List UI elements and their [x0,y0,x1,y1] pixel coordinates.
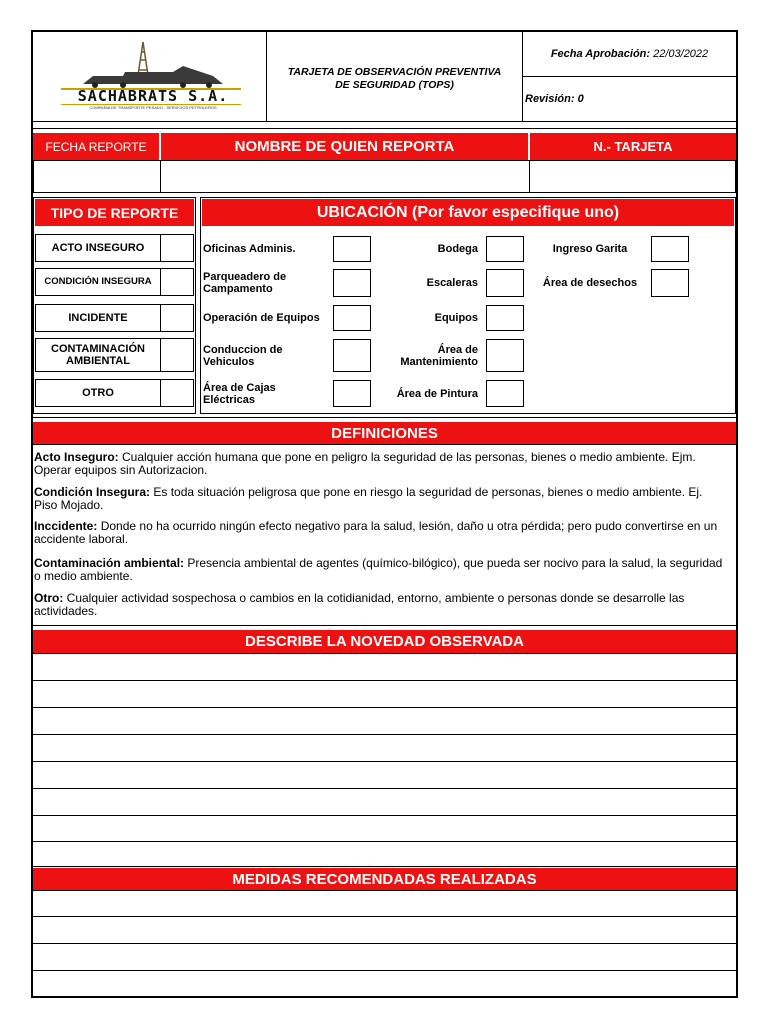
form-title-cell [267,32,523,122]
novedad-line [33,866,736,867]
definiciones-title: DEFINICIONES [33,422,736,444]
ubicacion-conduccion-checkbox[interactable] [333,339,371,372]
medidas-line [33,970,736,971]
ubicacion-parqueadero-label: Parqueadero de Campamento [203,271,287,295]
company-name: SACHABRATS S.A. [77,87,229,105]
approval-label: Fecha Aprobación: [550,48,651,60]
medidas-line [33,943,736,944]
logo-cell [33,32,267,122]
ubicacion-equipos-label: Equipos [434,312,478,324]
definicion-text: Cualquier acción humana que pone en peligro la seguridad de las personas, bienes o medio ambiente. Ejm. Operar equipos sin Autorizacion. [34,450,696,477]
ubicacion-equipos-checkbox[interactable] [486,305,524,331]
tipo-condicion-insegura-checkbox[interactable] [160,268,194,296]
novedad-line [33,707,736,708]
definicion-term: Inccidente: [34,519,98,533]
divider [33,444,736,445]
tipo-incidente-checkbox[interactable] [160,304,194,332]
ubicacion-desechos-label: Área de desechos [542,277,638,289]
ubicacion-garita-checkbox[interactable] [651,236,689,262]
novedad-line [33,788,736,789]
ubicacion-mantenimiento-label: Área de Mantenimiento [400,343,478,368]
form-title-line1: TARJETA DE OBSERVACIÓN PREVENTIVA [287,65,502,78]
definicion-contaminacion [34,557,724,583]
definicion-text: Donde no ha ocurrido ningún efecto negativo para la salud, lesión, daño u otra pérdida; pero pudo convertirse en un accidente laboral. [34,519,718,546]
divider [33,128,736,129]
definicion-text: Es toda situación peligrosa que pone en riesgo la seguridad de personas, bienes o medio ambiente. Ej. Piso Mojado. [34,485,703,512]
ubicacion-bodega-checkbox[interactable] [486,236,524,262]
tipo-contaminacion-label: CONTAMINACIÓN AMBIENTAL [35,338,161,372]
ubicacion-cajas-electricas-label: Área de Cajas Eléctricas [203,381,276,406]
definicion-condicion-insegura [34,486,724,512]
ubicacion-escaleras-label: Escaleras [426,277,478,289]
ubicacion-mantenimiento-checkbox[interactable] [486,339,524,372]
ubicacion-garita-label: Ingreso Garita [552,243,628,255]
tipo-acto-inseguro-checkbox[interactable] [160,234,194,262]
ubicacion-operacion-equipos-checkbox[interactable] [333,305,371,331]
ubicacion-parqueadero-checkbox[interactable] [333,269,371,297]
ubicacion-escaleras-checkbox[interactable] [486,269,524,297]
tipo-incidente-label: INCIDENTE [35,304,161,332]
ubicacion-cajas-electricas-checkbox[interactable] [333,380,371,407]
nombre-reporta-field[interactable] [160,160,530,193]
definicion-term: Acto Inseguro: [34,450,119,464]
fecha-reporte-field[interactable] [33,160,161,193]
medidas-title: MEDIDAS RECOMENDADAS REALIZADAS [33,868,736,890]
definicion-term: Condición Insegura: [34,485,151,499]
revision-text: Revisión: 0 [525,93,584,105]
ubicacion-desechos-checkbox[interactable] [651,269,689,297]
definicion-text: Cualquier actividad sospechosa o cambios en la cotidianidad, entorno, ambiente o personas donde se desarrolle las actividades. [34,591,685,618]
ubicacion-oficinas-checkbox[interactable] [333,236,371,262]
definicion-text: Presencia ambiental de agentes (químico-bilógico), que pueda ser nocivo para la salud, la seguridad o medio ambiente. [34,556,723,583]
definicion-acto-inseguro [34,451,724,477]
form-title-line2: DE SEGURIDAD (TOPS) [335,78,454,91]
ubicacion-pintura-label: Área de Pintura [396,387,478,400]
company-tagline: COMPAÑIA DE TRANSPORTE PESADO · SERVICIOS PETROLEROS [89,105,217,110]
ubicacion-bodega-label: Bodega [437,243,478,255]
ubicacion-oficinas-label: Oficinas Adminis. [203,243,296,255]
tipo-contaminacion-checkbox[interactable] [160,338,194,372]
revision-cell [523,77,736,122]
definicion-incidente [34,520,724,546]
tipo-acto-inseguro-label: ACTO INSEGURO [35,234,161,262]
novedad-line [33,761,736,762]
ubicacion-conduccion-label: Conduccion de Vehiculos [203,343,283,368]
definicion-term: Otro: [34,591,64,605]
novedad-line [33,841,736,842]
tipo-reporte-title: TIPO DE REPORTE [35,199,194,226]
n-tarjeta-label: N.- TARJETA [530,133,736,160]
ubicacion-pintura-checkbox[interactable] [486,380,524,407]
novedad-line [33,815,736,816]
ubicacion-operacion-equipos-label: Operación de Equipos [203,312,320,324]
fecha-reporte-label: FECHA REPORTE [33,133,159,160]
divider [33,625,736,626]
novedad-line [33,680,736,681]
approval-date-cell [523,32,736,77]
approval-date: 22/03/2022 [653,48,709,60]
tipo-otro-checkbox[interactable] [160,379,194,407]
n-tarjeta-field[interactable] [529,160,736,193]
nombre-reporta-label: NOMBRE DE QUIEN REPORTA [161,133,528,160]
divider [33,417,736,418]
novedad-title: DESCRIBE LA NOVEDAD OBSERVADA [33,630,736,653]
novedad-writing-area[interactable] [33,654,736,866]
ubicacion-title: UBICACIÓN (Por favor especifique uno) [202,199,734,226]
definicion-otro [34,592,724,618]
definicion-term: Contaminación ambiental: [34,556,185,570]
medidas-line [33,916,736,917]
tipo-condicion-insegura-label: CONDICIÓN INSEGURA [35,268,161,296]
novedad-line [33,734,736,735]
tipo-otro-label: OTRO [35,379,161,407]
